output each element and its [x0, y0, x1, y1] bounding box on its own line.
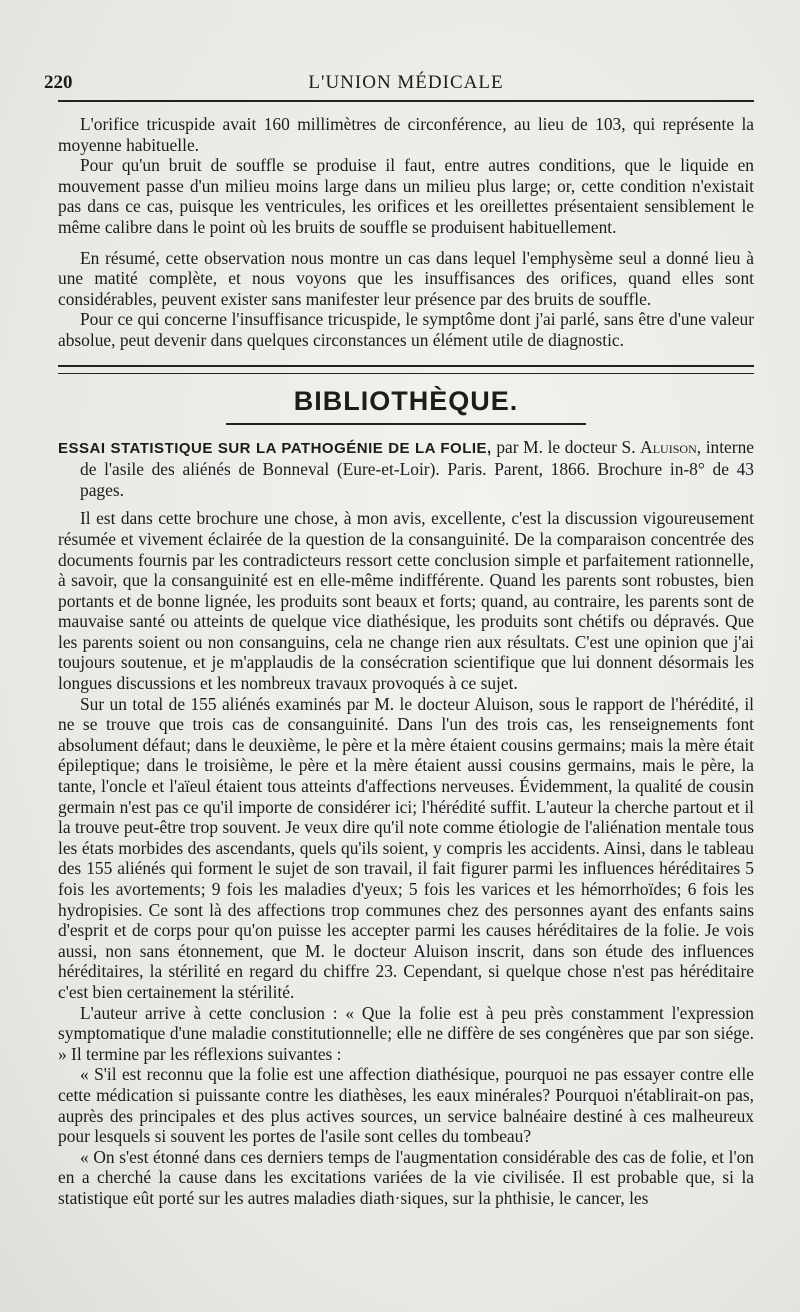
review-author: Aluison	[640, 436, 697, 457]
article-continuation	[58, 114, 754, 351]
review-paragraph: Sur un total de 155 aliénés examinés par M. le docteur Aluison, sous le rapport de l'hérédité, il ne se trouve que trois cas de consanguinité. Dans l'un des trois cas, les renseignements font absolument défaut; dans le deuxième, le père et la mère étaient cousins germains; mais la mère était épileptique; dans le troisième, le père et la mère étaient aussi cousins germains, mais le père, la tante, l'oncle et l'aïeul étaient tous atteints d'affections nerveuses. Évidemment, la qualité de cousin germain n'est pas ce qu'il importe de considérer ici; l'hérédité suffit. L'auteur la cherche partout et il la trouve peut-être trop souvent. Je veux dire qu'il note comme étiologie de l'aliénation mentale tous les états morbides des ascendants, quels qu'ils soient, y compris les accidents. Ainsi, dans le tableau des 155 aliénés qui forment le sujet de son travail, il fait figurer parmi les influences héréditaires 5 fois les avortements; 9 fois les maladies d'yeux; 5 fois les varices et les hémorrhoïdes; 6 fois les hydropisies. Ce sont là des affections trop communes chez des personnes ayant des enfants sains d'esprit et de corps pour qu'on puisse les accepter parmi les causes héréditaires de la folie. Je vois aussi, non sans étonnement, que M. le docteur Aluison inscrit, dans son étude des influences héréditaires, la stérilité en regard du chiffre 23. Cependant, si quelque chose n'est pas héréditaire c'est bien certainement la stérilité.	[58, 693, 754, 1002]
body-paragraph: Pour qu'un bruit de souffle se produise il faut, entre autres conditions, que le liquide en mouvement passe d'un milieu moins large dans un milieu plus large; or, cette condition n'existait pas dans ce cas, puisque les ventricules, les orifices et les oreillettes présentaient sensiblement le même calibre dans le point où les bruits de souffle se produisent habituellement.	[58, 155, 754, 237]
section-divider	[58, 365, 754, 374]
page-number: 220	[44, 72, 73, 93]
review-details: , interne de l'asile des aliénés de Bonneval (Eure-et-Loir). Paris. Parent, 1866. Brochure in-8° de 43 pages.	[80, 436, 754, 500]
review-paragraph: « On s'est étonné dans ces derniers temps de l'augmentation considérable des cas de folie, et l'on en a cherché la cause dans les excitations variées de la vie civilisée. Il est probable que, si la statistique eût porté sur les autres maladies diath·siques, sur la phthisie, le cancer, les	[58, 1146, 754, 1208]
review-paragraph: Il est dans cette brochure une chose, à mon avis, excellente, c'est la discussion vigoureusement résumée et vivement éclairée de la question de la consanguinité. De la comparaison concentrée des documents fournis par les contradicteurs ressort cette conclusion simple et parfaitement rationnelle, à savoir, que la consanguinité est en elle-même indifférente. Quand les parents sont robustes, bien portants et de bonne lignée, les produits sont beaux et forts; quand, au contraire, les parents sont de mauvaise santé ou atteints de quelque vice diathésique, les produits sont chétifs ou dépravés. Que les parents soient ou non consanguins, cela ne change rien aux résultats. C'est une opinion que j'ai toujours soutenue, et je m'applaudis de la consécration scientifique que lui donnent désormais les longues discussions et les nombreux travaux provoqués à ce sujet.	[58, 508, 754, 694]
review-paragraph: L'auteur arrive à cette conclusion : « Que la folie est à peu près constamment l'expression symptomatique d'une maladie constitutionnelle; elle ne diffère de ses congénères que par son siége. » Il termine par les réflexions suivantes :	[58, 1002, 754, 1064]
running-title: L'UNION MÉDICALE	[308, 72, 504, 93]
review-by: par M. le docteur S.	[491, 436, 641, 457]
review-paragraph: « S'il est reconnu que la folie est une affection diathésique, pourquoi ne pas essayer contre elle cette médication si puissante contre les diathèses, les eaux minérales? Pourquoi n'établirait-on pas, auprès des principales et des plus actives sources, un service balnéaire destiné à ces malheureux pour lesquels si souvent les portes de l'asile sont celles du tombeau?	[58, 1064, 754, 1147]
body-paragraph: Pour ce qui concerne l'insuffisance tricuspide, le symptôme dont j'ai parlé, sans être d'une valeur absolue, peut devenir dans quelques circonstances un élément utile de diagnostic.	[58, 309, 754, 350]
section-title: BIBLIOTHÈQUE.	[293, 385, 519, 416]
body-paragraph: L'orifice tricuspide avait 160 millimètres de circonférence, au lieu de 103, qui représente la moyenne habituelle.	[58, 114, 754, 155]
body-paragraph: En résumé, cette observation nous montre un cas dans lequel l'emphysème seul a donné lieu à une matité complète, et nous voyons que les insuffisances des orifices, quand elles sont considérables, peuvent exister sans manifester leur présence par des bruits de souffle.	[58, 247, 754, 309]
review-citation	[58, 437, 754, 501]
title-underline	[226, 423, 586, 425]
review-book-title: ESSAI STATISTIQUE SUR LA PATHOGÉNIE DE LA FOLIE,	[58, 439, 492, 457]
running-header	[44, 64, 754, 102]
book-review	[58, 437, 754, 1209]
